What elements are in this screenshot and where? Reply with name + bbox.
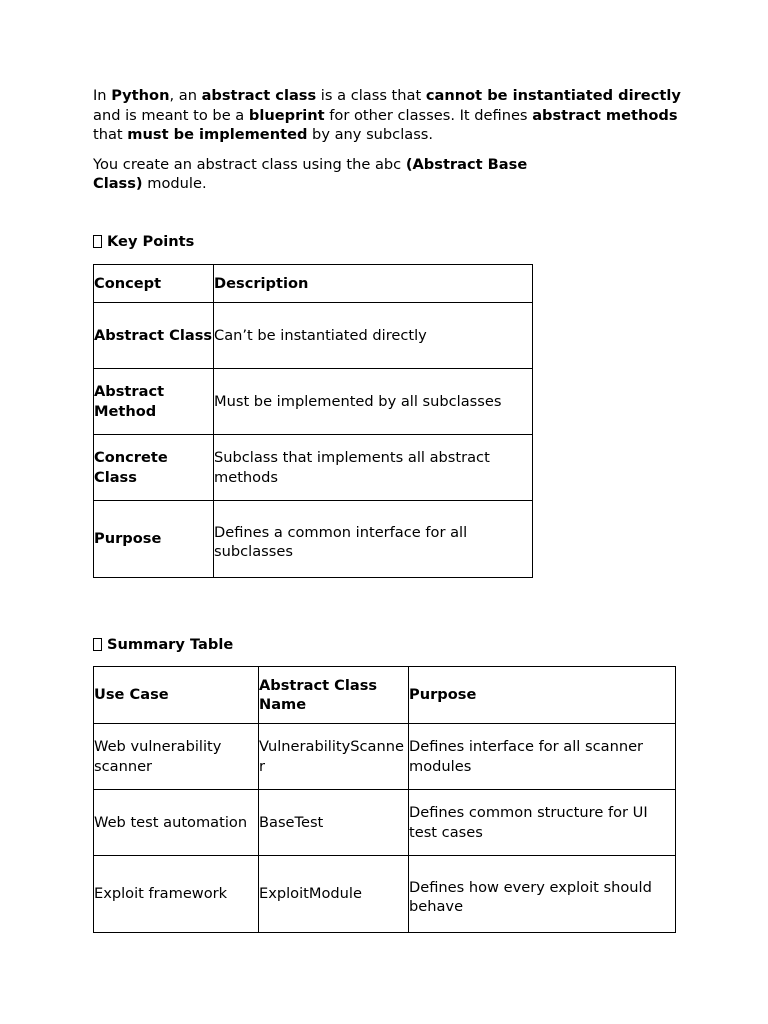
description-cell: Subclass that implements all abstract methods	[214, 435, 533, 501]
purpose-cell: Defines common structure for UI test cases	[409, 790, 676, 856]
table-row	[94, 790, 676, 856]
bold-text: must be implemented	[127, 126, 308, 143]
purpose-cell: Defines interface for all scanner modules	[409, 724, 676, 790]
summary-header-row	[94, 667, 676, 724]
intro-paragraph-1	[93, 86, 693, 145]
bold-text: abstract class	[201, 87, 317, 104]
description-cell: Defines a common interface for all subclasses	[214, 501, 533, 578]
description-cell: Must be implemented by all subclasses	[214, 369, 533, 435]
text-run: module.	[142, 175, 207, 192]
class-name-cell: VulnerabilityScanner	[259, 724, 409, 790]
concept-cell: Purpose	[94, 501, 214, 578]
missing-glyph-icon	[93, 235, 102, 248]
text-run: is a class that	[316, 87, 426, 104]
header-concept: Concept	[94, 265, 214, 303]
header-purpose: Purpose	[409, 667, 676, 724]
intro-paragraph-2	[93, 155, 563, 194]
header-class-name: Abstract Class Name	[259, 667, 409, 724]
header-description: Description	[214, 265, 533, 303]
concept-cell: Abstract Method	[94, 369, 214, 435]
text-run: for other classes. It defines	[324, 106, 533, 124]
bold-text: Python	[111, 87, 170, 104]
use-case-cell: Web vulnerability scanner	[94, 724, 259, 790]
table-row	[94, 724, 676, 790]
key-points-header-row	[94, 265, 533, 303]
purpose-cell: Defines how every exploit should behave	[409, 856, 676, 933]
bold-text: cannot be instantiated directly	[425, 87, 681, 104]
table-row	[94, 435, 533, 501]
intro-section	[93, 86, 693, 194]
description-cell: Can’t be instantiated directly	[214, 303, 533, 369]
bold-text: abstract methods	[532, 106, 678, 124]
use-case-cell: Exploit framework	[94, 856, 259, 933]
bold-text: blueprint	[248, 106, 325, 124]
missing-glyph-icon	[93, 638, 102, 651]
text-run: You create an abstract class using the abc	[93, 155, 406, 173]
table-row	[94, 856, 676, 933]
concept-cell: Concrete Class	[94, 435, 214, 501]
table-row	[94, 303, 533, 369]
text-run: by any subclass.	[307, 126, 434, 143]
key-points-heading	[93, 232, 194, 252]
class-name-cell: ExploitModule	[259, 856, 409, 933]
summary-heading-text: Summary Table	[107, 636, 234, 653]
key-points-heading-text: Key Points	[107, 233, 195, 250]
summary-table	[93, 666, 676, 933]
table-row	[94, 369, 533, 435]
concept-cell: Abstract Class	[94, 303, 214, 369]
text-run: and is meant to be a	[93, 106, 249, 124]
class-name-cell: BaseTest	[259, 790, 409, 856]
text-run: that	[93, 126, 128, 143]
text-run: , an	[169, 87, 202, 104]
key-points-table	[93, 264, 533, 578]
header-use-case: Use Case	[94, 667, 259, 724]
table-row	[94, 501, 533, 578]
summary-heading	[93, 635, 233, 655]
use-case-cell: Web test automation	[94, 790, 259, 856]
text-run: In	[93, 87, 112, 104]
bold-text: (Abstract Base Class)	[93, 155, 528, 192]
